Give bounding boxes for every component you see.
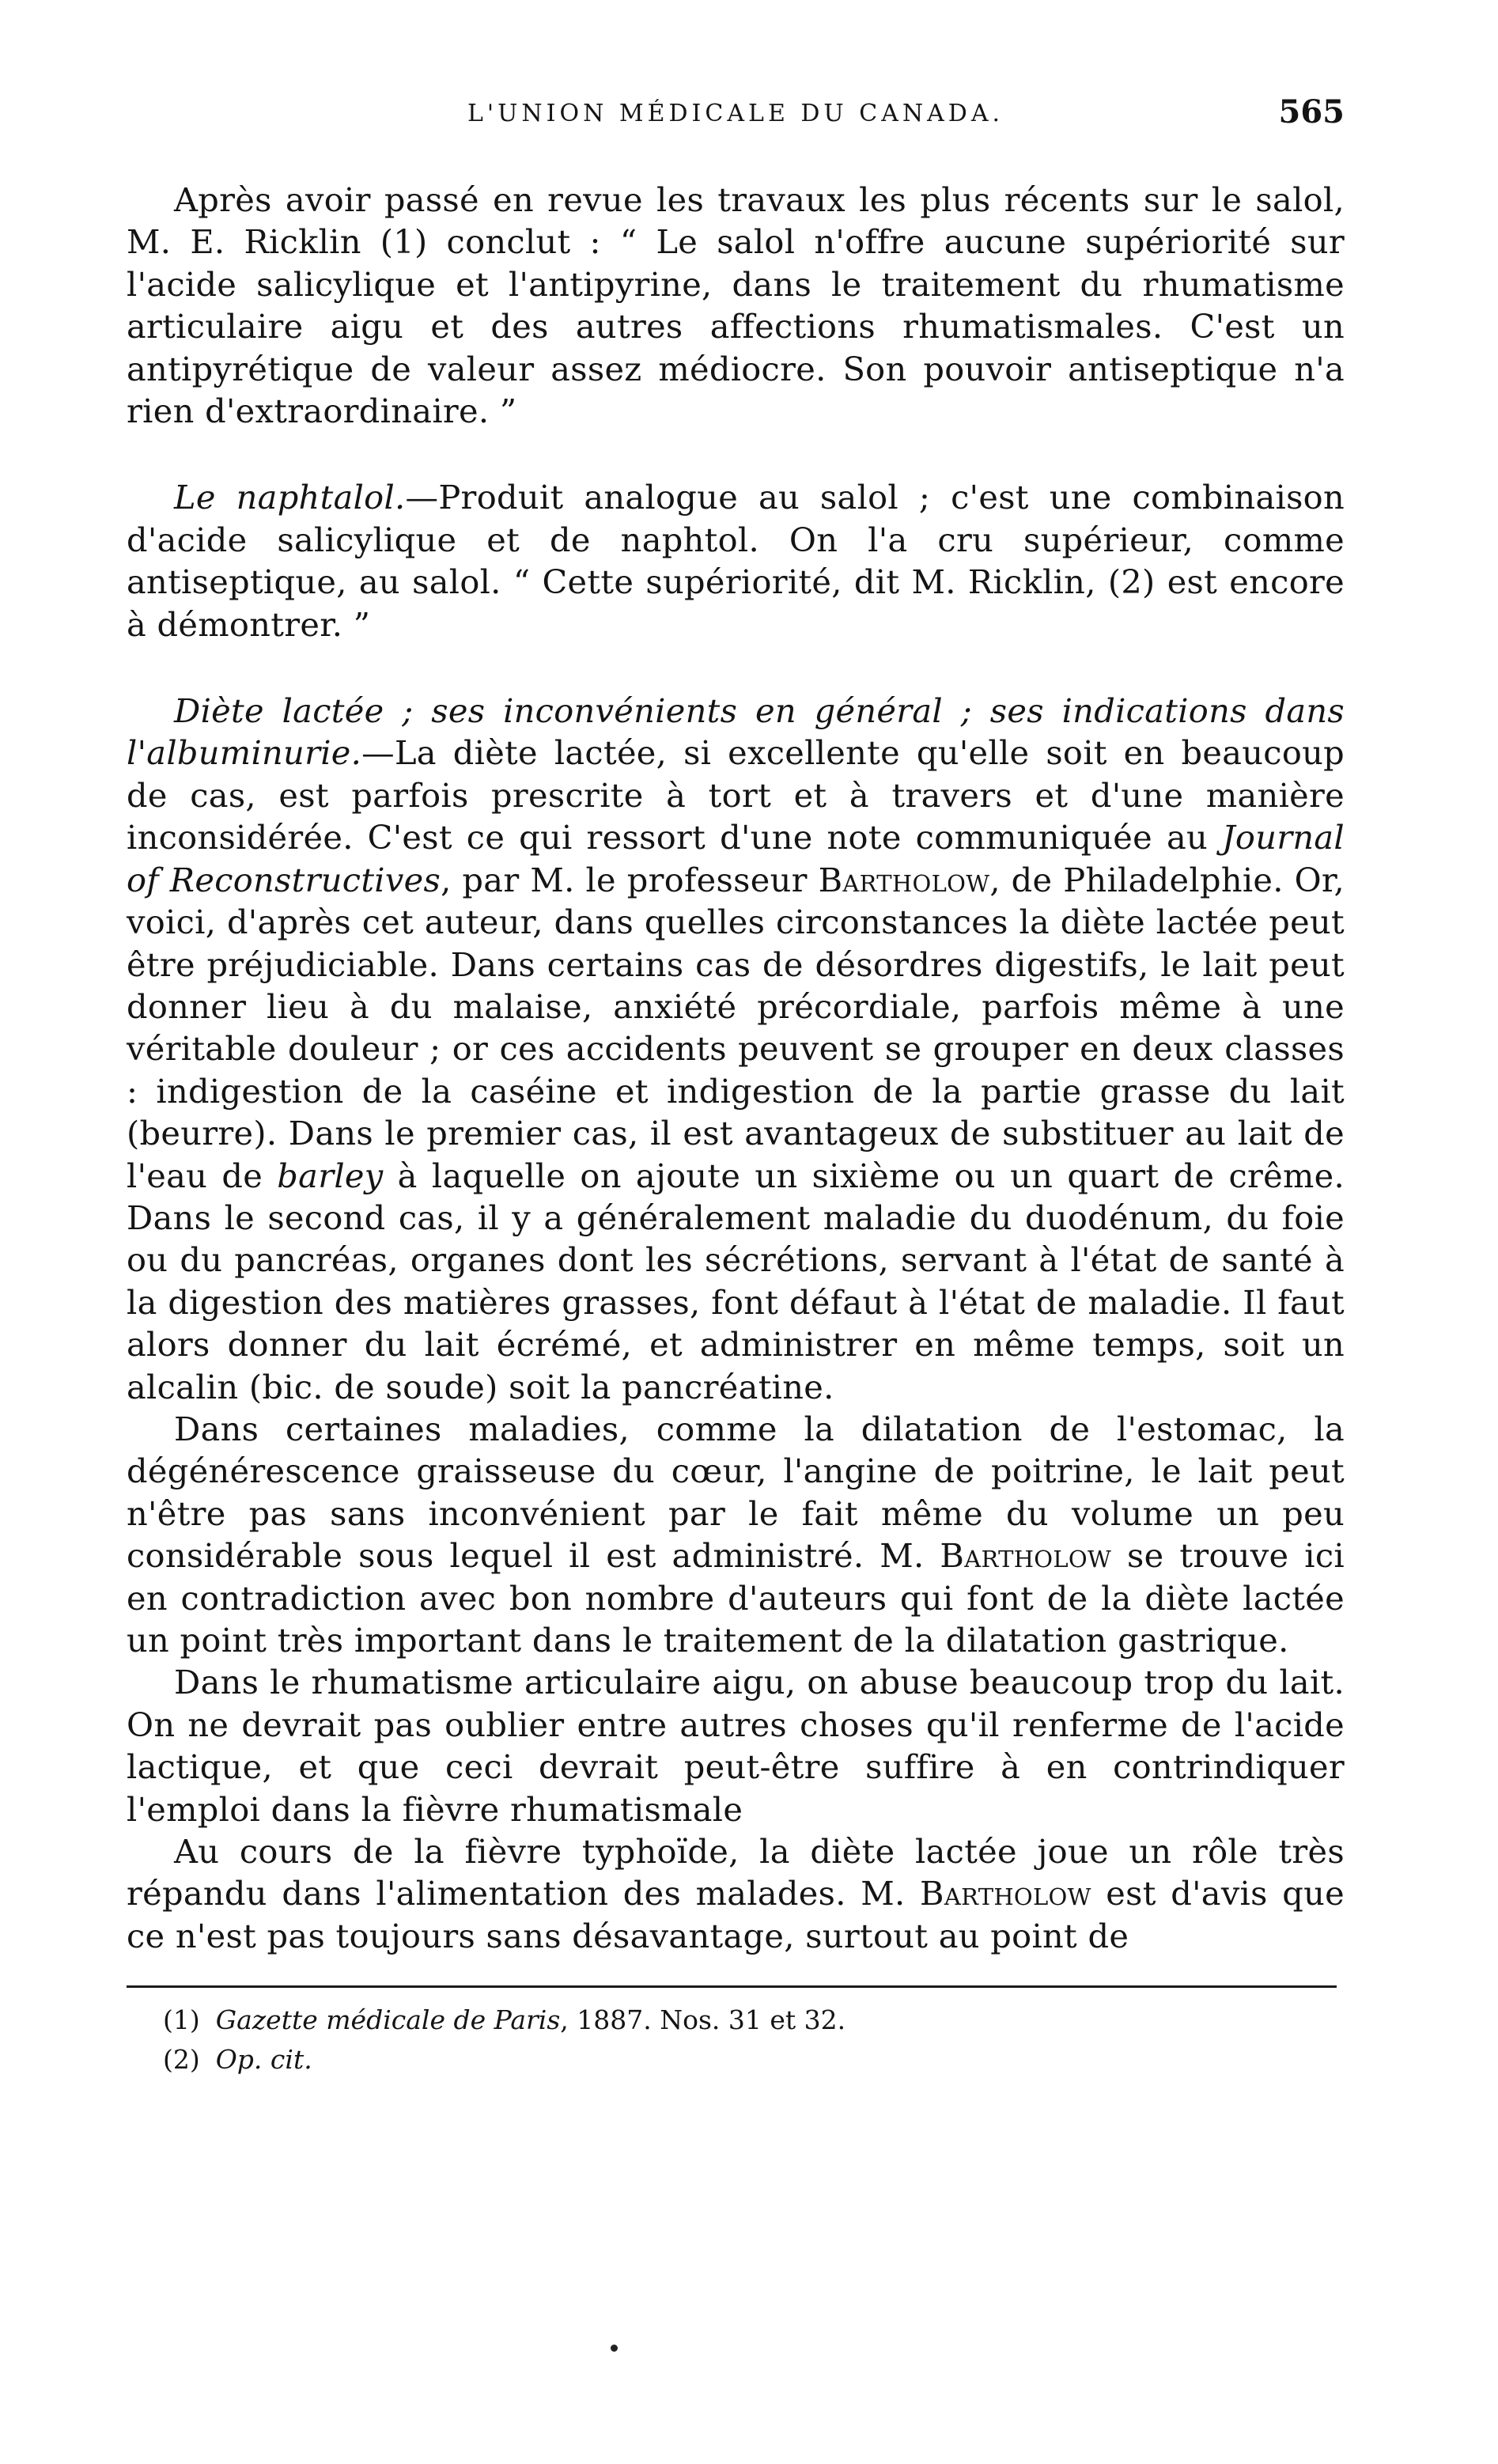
footnote-mark: (2) (163, 2044, 200, 2076)
body-text (127, 179, 1345, 1957)
text-segment: est d'avis que ce n'est pas toujours sans désavantage, surtout au point de (127, 1874, 1345, 1955)
text-segment: , de Philadelphie. Or, voici, d'après cet auteur, dans quelles circonstances la diète lactée peut être préjudiciable. Dans certains cas de désordres digestifs, le lait peut donner lieu à du malaise, anxiété précordiale, parfois même à une véritable douleur ; or ces accidents peuvent se grouper en deux classes : indigestion de la caséine et indigestion de la partie grasse du lait (beurre). Dans le premier cas, il est avantageux de substituer au lait de l'eau de (127, 860, 1345, 1195)
section-title-diete-lactee: Diète lactée ; ses inconvénients en général ; ses indications dans l'albuminurie. (127, 691, 1345, 773)
running-head: L'UNION MÉDICALE DU CANADA. (467, 100, 1004, 127)
page-number: 565 (1278, 93, 1345, 131)
footnote-divider (127, 1985, 1337, 1988)
italic-term: barley (277, 1156, 384, 1195)
page (127, 87, 1345, 2080)
footnote-source: Gazette médicale de Paris (215, 2004, 561, 2036)
journal-title: Journal of Reconstructives (127, 818, 1345, 899)
section-title-naphtalol: Le naphtalol. (174, 478, 406, 517)
paragraph-diete-lactee (127, 690, 1345, 1408)
footnote-2 (127, 2040, 1345, 2080)
author-name: Bartholow (940, 1536, 1112, 1576)
text-segment: se trouve ici en contradiction avec bon nombre d'auteurs qui font de la diète lactée un point très important dans le traitement de la dilatation gastrique. (127, 1536, 1345, 1660)
printer-dot (611, 2345, 618, 2352)
footnotes (127, 2000, 1345, 2080)
author-name: Bartholow (818, 860, 990, 899)
paragraph-fievre-typhoide (127, 1830, 1345, 1957)
footnote-mark: (1) (163, 2004, 200, 2036)
paragraph-salol: Après avoir passé en revue les travaux les plus récents sur le salol, M. E. Ricklin (1) conclut : “ Le salol n'offre aucune supériorité sur l'acide salicylique et l'antipyrine, dans le traitement du rhumatisme articulaire aigu et des autres affections rhumatismales. C'est un antipyrétique de valeur assez médiocre. Son pouvoir antiseptique n'a rien d'extraordinaire. ” (127, 180, 1345, 431)
paragraph-naphtalol-body: —Produit analogue au salol ; c'est une combinaison d'acide salicylique et de naphtol. On l'a cru supérieur, comme antiseptique, au salol. “ Cette supériorité, dit M. Ricklin, (2) est encore à démontrer. ” (127, 478, 1345, 644)
footnote-1 (127, 2000, 1345, 2040)
text-segment: —La diète lactée, si excellente qu'elle soit en beaucoup de cas, est parfois prescrite à tort et à travers et d'une manière inconsidérée. C'est ce qui ressort d'une note communiquée au (127, 733, 1345, 857)
paragraph-naphtalol (127, 476, 1345, 645)
text-segment: Au cours de la fièvre typhoïde, la diète lactée joue un rôle très répandu dans l'alimentation des malades. M. (127, 1832, 1345, 1913)
text-segment: à laquelle on ajoute un sixième ou un quart de crême. Dans le second cas, il y a généralement maladie du duodénum, du foie ou du pancréas, organes dont les sécrétions, servant à l'état de santé à la digestion des matières grasses, font défaut à l'état de maladie. Il faut alors donner du lait écrémé, et administrer en même temps, soit un alcalin (bic. de soude) soit la pancréatine. (127, 1156, 1345, 1406)
paragraph-maladies (127, 1408, 1345, 1661)
paragraph-rhumatisme: Dans le rhumatisme articulaire aigu, on abuse beaucoup trop du lait. On ne devrait pas oublier entre autres choses qu'il renferme de l'acide lactique, et que ceci devrait peut-être suffire à en contrindiquer l'emploi dans la fièvre rhumatismale (127, 1663, 1345, 1829)
author-name: Bartholow (920, 1874, 1091, 1913)
text-segment: Dans certaines maladies, comme la dilatation de l'estomac, la dégénérescence graisseuse du cœur, l'angine de poitrine, le lait peut n'être pas sans inconvénient par le fait même du volume un peu considérable sous lequel il est administré. M. (127, 1409, 1345, 1576)
footnote-source: Op. cit. (215, 2044, 312, 2076)
text-segment: , par M. le professeur (441, 860, 819, 899)
footnote-rest: , 1887. Nos. 31 et 32. (560, 2004, 846, 2036)
page-header (127, 87, 1345, 134)
